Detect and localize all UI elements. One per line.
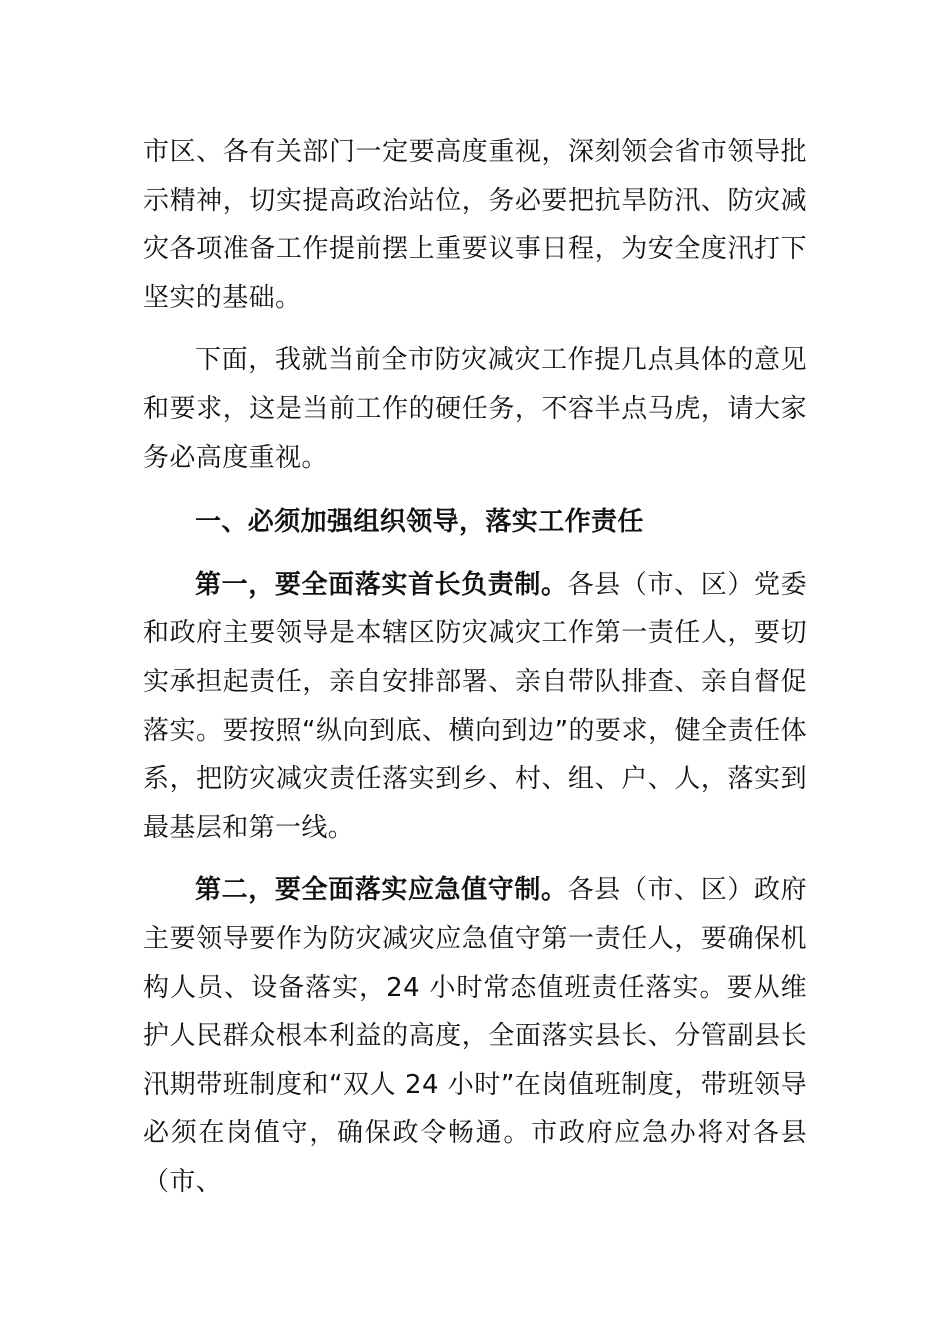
section-heading-1: 一、必须加强组织领导，落实工作责任	[195, 507, 644, 538]
paragraph-1: 市区、各有关部门一定要高度重视，深刻领会省市领导批示精神，切实提高政治站位，务必要把抗旱防汛、防灾减灾各项准备工作提前摆上重要议事日程，为安全度汛打下坚实的基础。	[143, 137, 807, 313]
paragraph-3-lead: 第一，要全面落实首长负责制。	[195, 569, 568, 600]
paragraph-4	[143, 866, 807, 1206]
paragraph-2: 下面，我就当前全市防灾减灾工作提几点具体的意见和要求，这是当前工作的硬任务，不容半点马虎，请大家务必高度重视。	[143, 345, 807, 473]
document-page	[143, 128, 807, 1206]
paragraph-3	[143, 561, 807, 853]
paragraph-4-lead: 第二，要全面落实应急值守制。	[195, 875, 568, 906]
paragraph-4-body: 各县（市、区）政府主要领导要作为防灾减灾应急值守第一责任人，要确保机构人员、设备落实，24 小时常态值班责任落实。要从维护人民群众根本利益的高度，全面落实县长、分管副县长汛期带班制度和“双人 24 小时”在岗值班制度，带班领导必须在岗值守，确保政令畅通。市政府应急办将对各县（市、	[143, 875, 807, 1197]
paragraph-3-body: 各县（市、区）党委和政府主要领导是本辖区防灾减灾工作第一责任人，要切实承担起责任，亲自安排部署、亲自带队排查、亲自督促落实。要按照“纵向到底、横向到边”的要求，健全责任体系，把防灾减灾责任落实到乡、村、组、户、人，落实到最基层和第一线。	[143, 569, 807, 843]
